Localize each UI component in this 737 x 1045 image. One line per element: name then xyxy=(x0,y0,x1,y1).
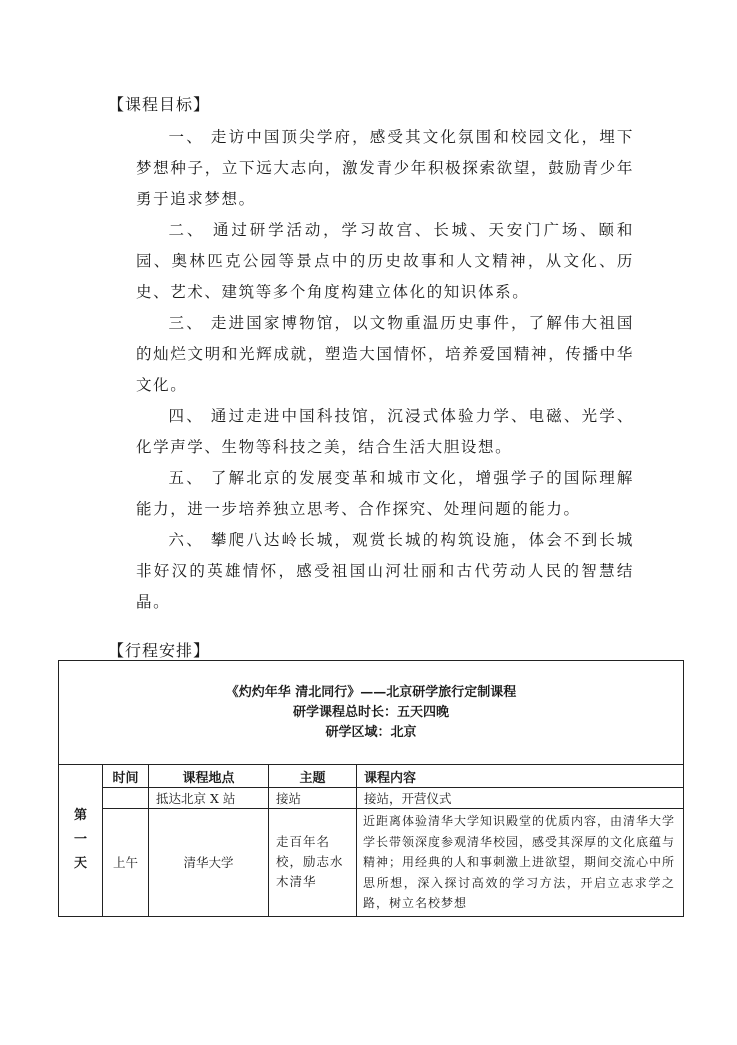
table-header xyxy=(59,661,684,765)
col-time-header: 时间 xyxy=(103,765,149,788)
goal-item: 三、 走进国家博物馆，以文物重温历史事件，了解伟大祖国的灿烂文明和光辉成就，塑造大国情怀，培养爱国精神，传播中华文化。 xyxy=(136,314,634,394)
goal-item: 六、 攀爬八达岭长城，观赏长城的构筑设施，体会不到长城非好汉的英雄情怀，感受祖国山河壮丽和古代劳动人民的智慧结晶。 xyxy=(136,531,634,611)
row-location: 抵达北京 X 站 xyxy=(149,788,269,809)
row-time xyxy=(103,788,149,809)
col-theme-header: 主题 xyxy=(269,765,357,788)
table-row xyxy=(59,809,684,917)
goal-item: 二、 通过研学活动，学习故宫、长城、天安门广场、颐和园、奥林匹克公园等景点中的历史故事和人文精神，从文化、历史、艺术、建筑等多个角度构建立体化的知识体系。 xyxy=(136,221,634,301)
course-region: 研学区域：北京 xyxy=(325,724,417,740)
goal-item: 一、 走访中国顶尖学府，感受其文化氛围和校园文化，埋下梦想种子，立下远大志向，激发青少年积极探索欲望，鼓励青少年勇于追求梦想。 xyxy=(136,128,634,208)
course-title: 《灼灼年华 清北同行》——北京研学旅行定制课程 xyxy=(225,684,517,700)
goals-heading: 【课程目标】 xyxy=(108,95,211,114)
col-location-header: 课程地点 xyxy=(149,765,269,788)
schedule-table xyxy=(58,660,684,917)
course-duration: 研学课程总时长：五天四晚 xyxy=(292,704,449,720)
day-label: 第一天 xyxy=(59,765,103,917)
row-content: 近距离体验清华大学知识殿堂的优质内容，由清华大学学长带领深度参观清华校园，感受其深厚的文化底蕴与精神；用经典的人和事刺激上进欲望，期间交流心中所思所想，深入探讨高效的学习方法，开启立志求学之路，树立名校梦想 xyxy=(357,809,684,917)
row-location: 清华大学 xyxy=(149,809,269,917)
col-content-header: 课程内容 xyxy=(357,765,684,788)
goal-item: 四、 通过走进中国科技馆，沉浸式体验力学、电磁、光学、化学声学、生物等科技之美，结合生活大胆设想。 xyxy=(136,407,634,456)
row-theme: 接站 xyxy=(269,788,357,809)
goal-item: 五、 了解北京的发展变革和城市文化，增强学子的国际理解能力，进一步培养独立思考、合作探究、处理问题的能力。 xyxy=(136,469,634,518)
goals-list xyxy=(136,122,634,618)
schedule-heading: 【行程安排】 xyxy=(108,641,211,660)
row-theme: 走百年名校，励志水木清华 xyxy=(269,809,357,917)
row-content: 接站，开营仪式 xyxy=(357,788,684,809)
row-time: 上午 xyxy=(103,809,149,917)
table-row xyxy=(59,788,684,809)
